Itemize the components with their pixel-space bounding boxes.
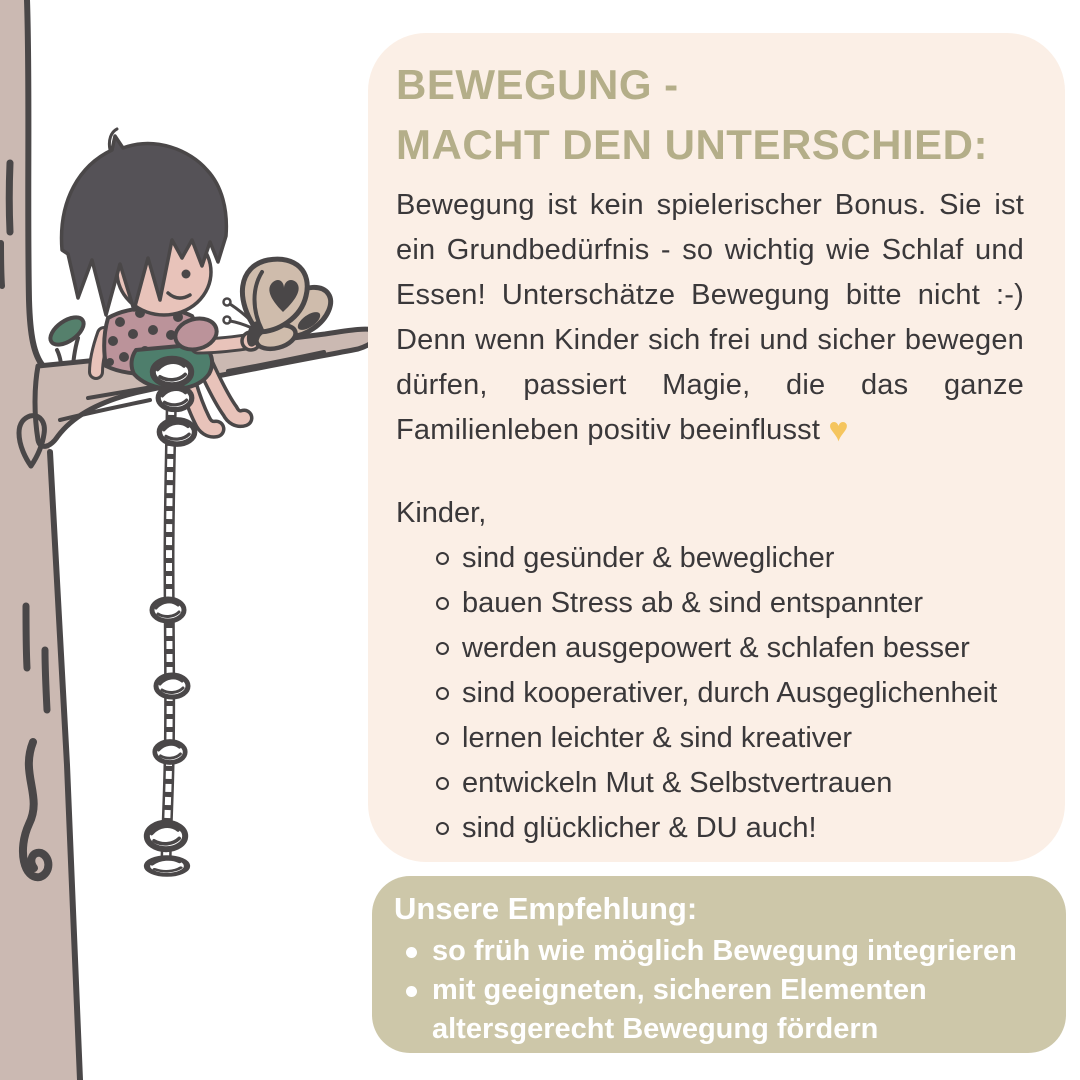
bullet-icon [436,687,449,700]
rope-knot [147,823,185,849]
benefit-item [396,806,1035,851]
recommendation-list [394,932,1042,1049]
bullet-icon [436,822,449,835]
heart-icon: ♥ [828,411,849,449]
bullet-icon [406,947,417,958]
title-line-2: MACHT DEN UNTERSCHIED: [396,121,988,168]
benefit-list [396,536,1035,851]
benefit-item [396,581,1035,626]
rope-knot [158,386,192,409]
intro-paragraph [396,183,1024,453]
rope-knot [153,359,191,385]
benefit-item [396,761,1035,806]
bullet-icon [436,597,449,610]
recommendation-item [394,971,1032,1049]
bark-mark [45,650,47,710]
benefit-item [396,671,1035,716]
bark-mark [1,243,2,286]
bullet-icon [406,986,417,997]
bullet-icon [436,552,449,565]
benefit-item-label: lernen leichter & sind kreativer [462,722,853,754]
recommendation-item-label: so früh wie möglich Bewegung integrieren [432,935,1017,967]
benefit-item [396,626,1035,671]
benefit-item-label: sind glücklicher & DU auch! [462,812,817,844]
title-line-1: BEWEGUNG - [396,61,679,108]
tree-child-illustration [0,0,390,1080]
benefit-item-label: entwickeln Mut & Selbstvertrauen [462,767,893,799]
rope-knot [152,599,184,621]
benefit-item-label: sind kooperativer, durch Ausgeglichenheit [462,677,998,709]
bullet-icon [436,777,449,790]
benefit-item [396,716,1035,761]
tree-trunk [0,0,80,1080]
benefit-item-label: sind gesünder & beweglicher [462,542,835,574]
eye [182,270,191,279]
benefit-item [396,536,1035,581]
recommendation-item-label: mit geeigneten, sicheren Elementen altersgerecht Bewegung fördern [432,974,927,1045]
bark-mark [26,606,27,668]
info-card [368,33,1065,862]
recommendation-card [372,876,1066,1053]
benefit-item-label: bauen Stress ab & sind entspannter [462,587,924,619]
rope-knot [147,857,187,875]
climbing-rope [147,359,195,875]
recommendation-heading: Unsere Empfehlung: [394,891,698,926]
rope-knot [155,742,185,763]
bark-mark [9,163,10,232]
benefit-item-label: werden ausgepowert & schlafen besser [462,632,970,664]
bullet-icon [436,642,449,655]
recommendation-item [394,932,1032,971]
bullet-icon [436,732,449,745]
page-title [396,55,1035,175]
list-intro: Kinder, [396,497,487,529]
intro-paragraph-text: Bewegung ist kein spielerischer Bonus. Sie ist ein Grundbedürfnis - so wichtig wie Schlaf und Essen! Unterschätze Bewegung bitte nicht :-) Denn wenn Kinder sich frei und sicher bewegen dürfen, passiert Magie, die das ganze Familienleben positiv beeinflusst [396,189,1024,446]
rope-knot [159,420,194,444]
rope-knot [156,675,188,697]
